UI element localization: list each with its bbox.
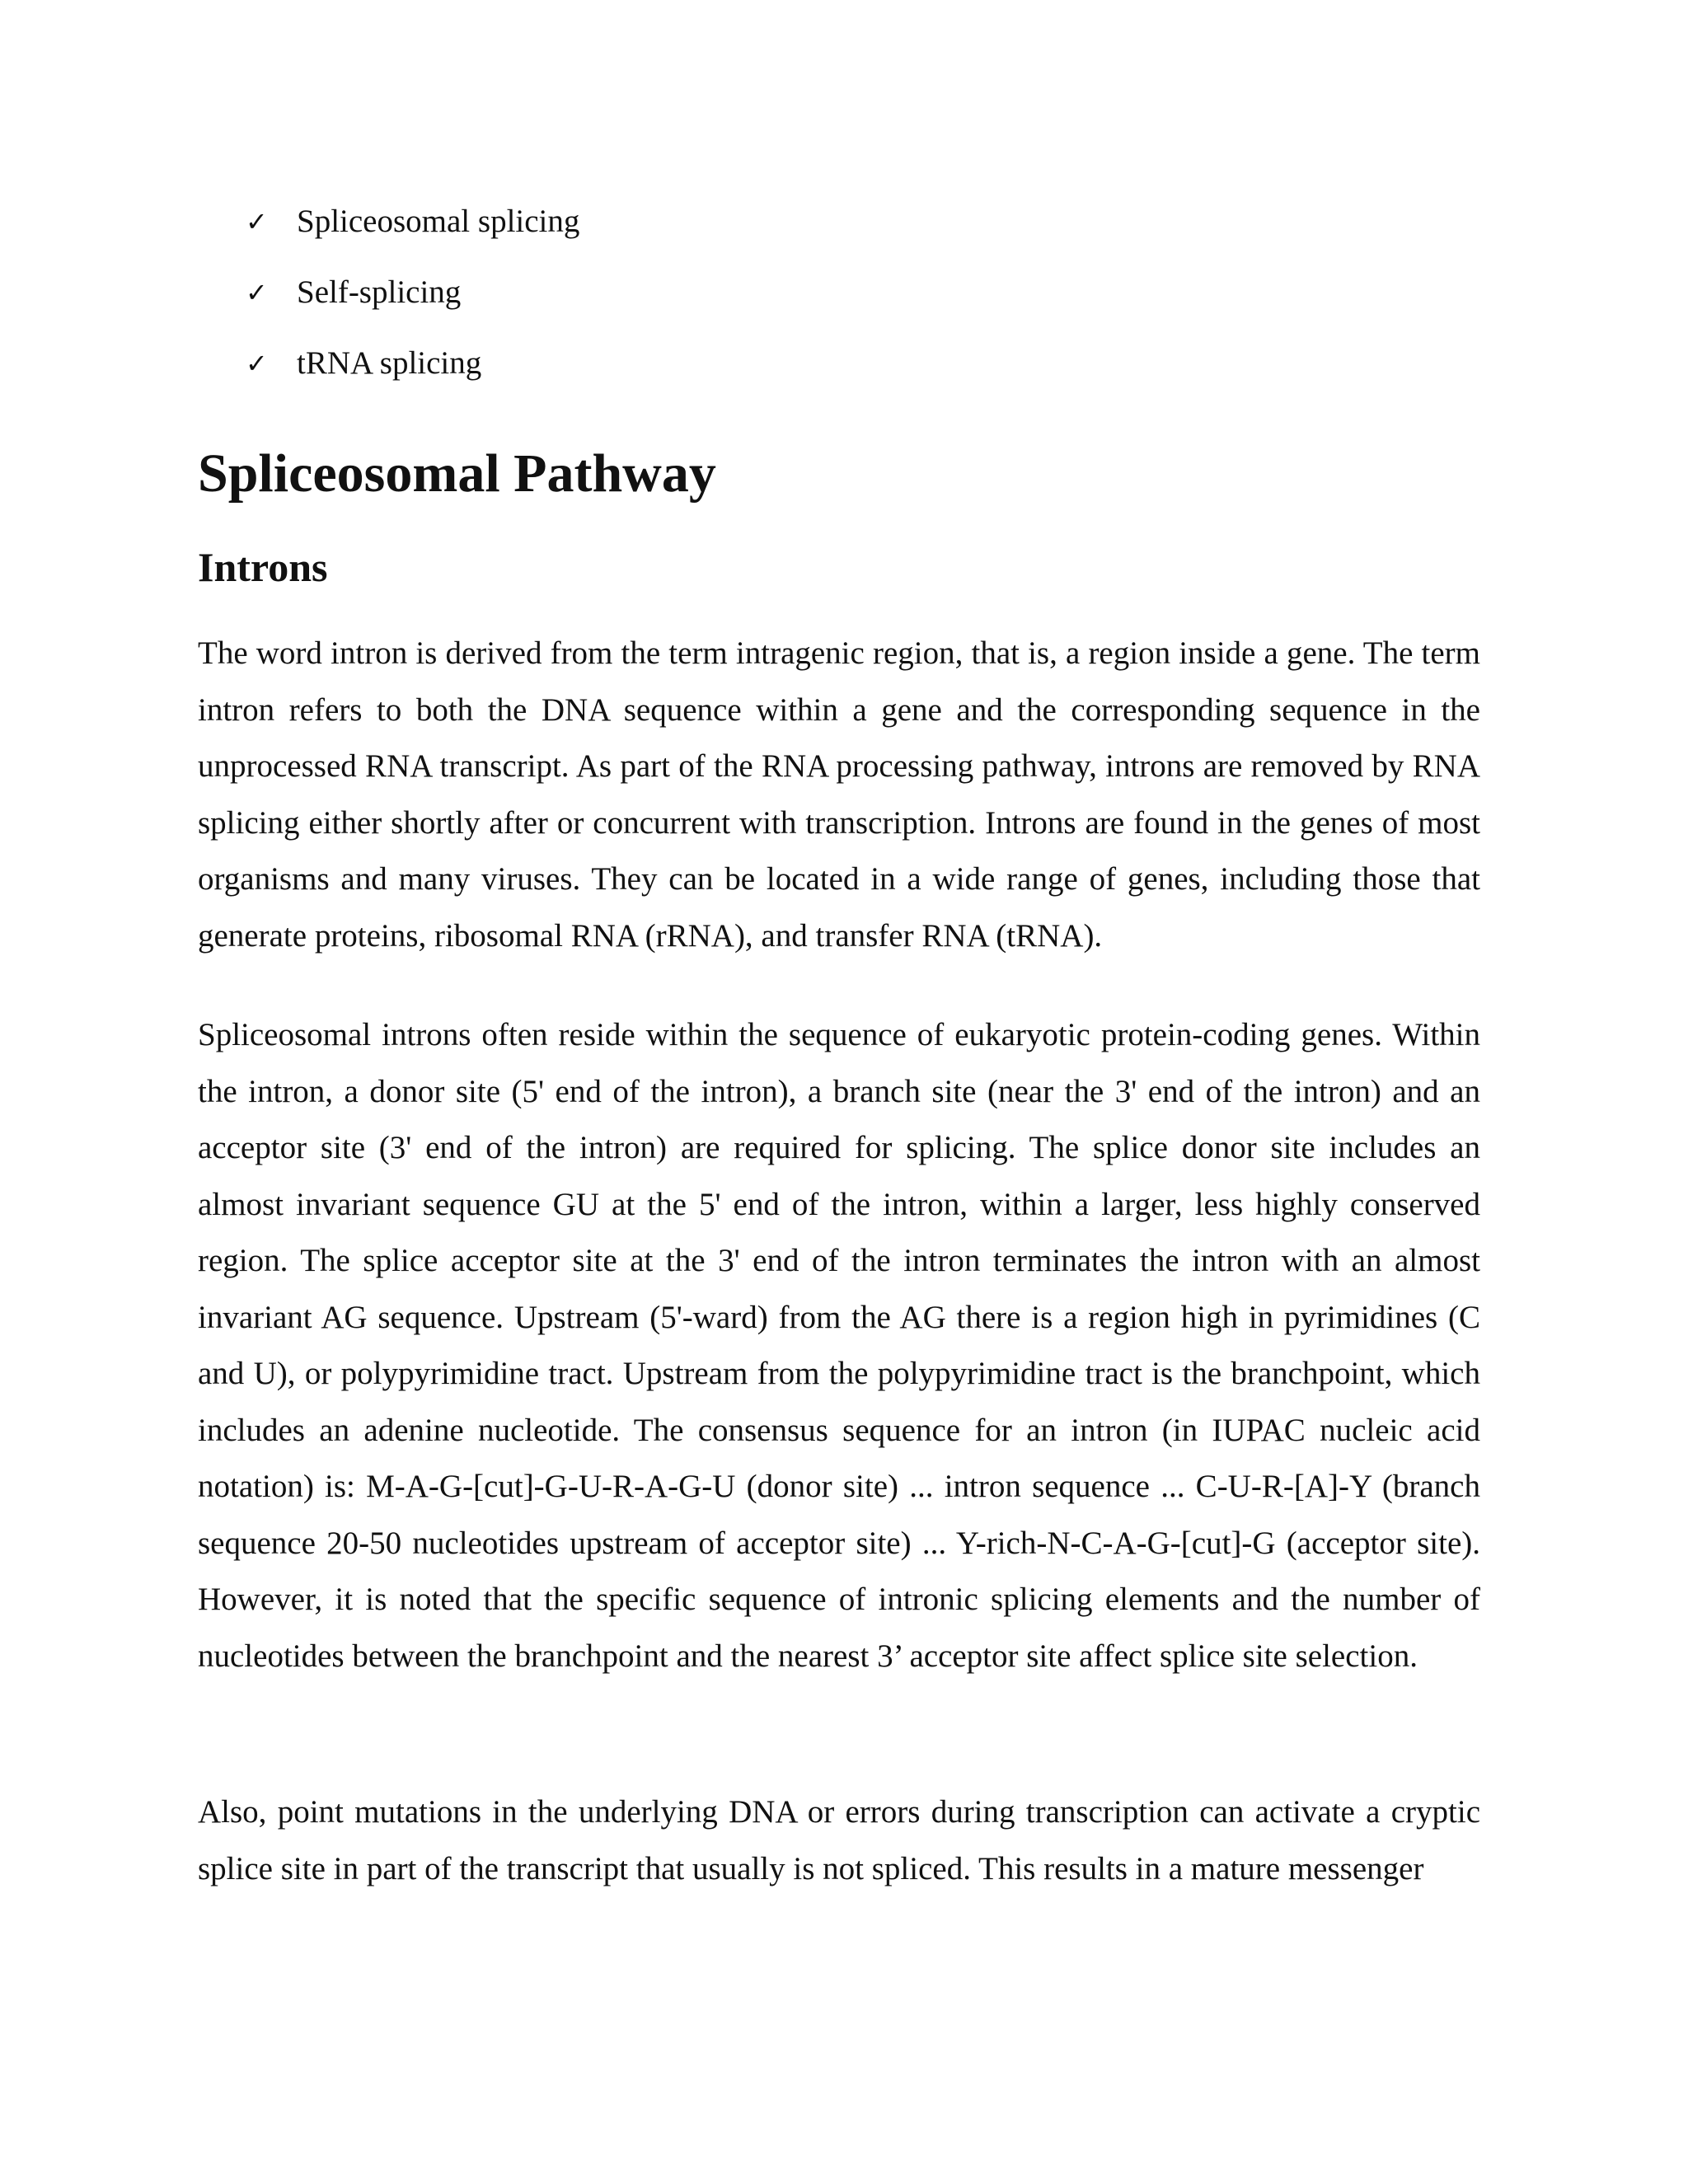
section-heading: Spliceosomal Pathway (198, 443, 716, 504)
splicing-types-list (246, 186, 579, 399)
checkmark-icon: ✓ (246, 348, 268, 379)
list-item (246, 257, 579, 328)
list-item-label: Self-splicing (297, 274, 462, 310)
paragraph-point-mutations: Also, point mutations in the underlying DNA or errors during transcription can activate a cryptic splice site in part of the transcript that usually is not spliced. This results in a mature messenger (198, 1794, 1480, 1886)
subsection-heading: Introns (198, 544, 328, 590)
checkmark-icon: ✓ (246, 206, 268, 237)
checkmark-icon: ✓ (246, 277, 268, 308)
paragraph-intron-definition: The word intron is derived from the term intragenic region, that is, a region inside a gene. The term intron refers to both the DNA sequence within a gene and the corresponding sequence in the unprocessed RNA transcript. As part of the RNA processing pathway, introns are removed by RNA splicing either shortly after or concurrent with transcription. Introns are found in the genes of most organisms and many viruses. They can be located in a wide range of genes, including those that generate proteins, ribosomal RNA (rRNA), and transfer RNA (tRNA). (198, 635, 1480, 954)
paragraph-spliceosomal-introns: Spliceosomal introns often reside within the sequence of eukaryotic protein-coding genes. Within the intron, a donor site (5' end of the intron), a branch site (near the 3' end of the intron) and an acceptor site (3' end of the intron) are required for splicing. The splice donor site includes an almost invariant sequence GU at the 5' end of the intron, within a larger, less highly conserved region. The splice acceptor site at the 3' end of the intron terminates the intron with an almost invariant AG sequence. Upstream (5'-ward) from the AG there is a region high in pyrimidines (C and U), or polypyrimidine tract. Upstream from the polypyrimidine tract is the branchpoint, which includes an adenine nucleotide. The consensus sequence for an intron (in IUPAC nucleic acid notation) is: M-A-G-[cut]-G-U-R-A-G-U (donor site) ... intron sequence ... C-U-R-[A]-Y (branch sequence 20-50 nucleotides upstream of acceptor site) ... Y-rich-N-C-A-G-[cut]-G (acceptor site). However, it is noted that the specific sequence of intronic splicing elements and the number of nucleotides between the branchpoint and the nearest 3’ acceptor site affect splice site selection. (198, 1017, 1480, 1674)
list-item-label: Spliceosomal splicing (297, 204, 580, 239)
list-item (246, 186, 579, 257)
list-item-label: tRNA splicing (297, 345, 482, 381)
list-item (246, 328, 579, 399)
